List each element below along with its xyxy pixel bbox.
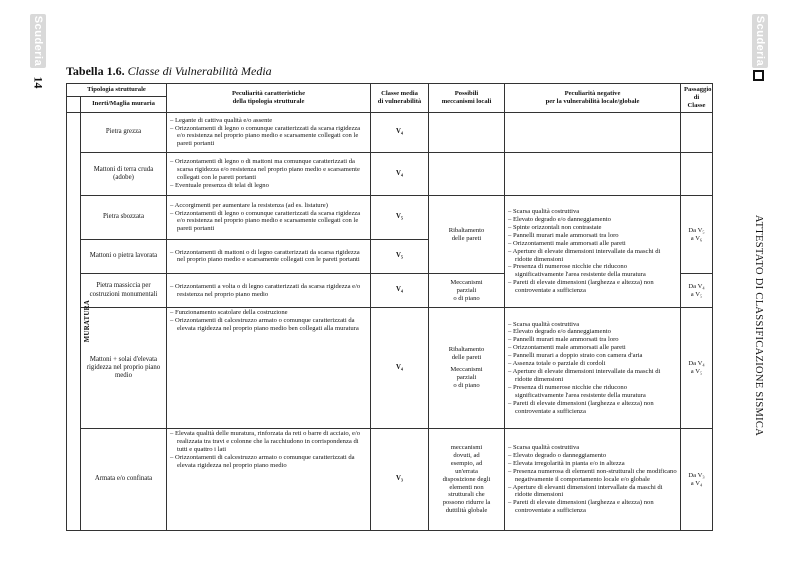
mechanisms-cell: Ribaltamento delle pareti: [429, 196, 505, 274]
negative-item: – Elevato degrado e/o danneggiamento: [508, 216, 677, 224]
mechanisms-cell: [429, 152, 505, 195]
feature-item: – Orizzontamenti di legno o comunque caratterizzati da scarsa rigidezza e/o resistenza nel proprio piano medio e scarsamente collegati con le pareti portanti: [170, 210, 367, 234]
class-cell: V₄: [371, 152, 429, 195]
negative-item: – Presenza di numerose nicchie che riducono significativamente l'area resistente della muratura: [508, 384, 677, 400]
feature-item: – Eventuale presenza di telai di legno: [170, 182, 367, 190]
header-inerti: Inerti/Maglia muraria: [81, 96, 167, 112]
negative-item: – Presenza numerosa di elementi non-strutturali che modificano negativamente il comportamento locale e/o globale: [508, 468, 677, 484]
type-cell: Mattoni + solai d'elevata rigidezza nel proprio piano medio: [81, 307, 167, 428]
class-cell: V₄: [371, 274, 429, 308]
negative-item: – Scarsa qualità costruttiva: [508, 208, 677, 216]
negative-item: – Scarsa qualità costruttiva: [508, 444, 677, 452]
passage-cell: [681, 112, 713, 152]
square-icon: [753, 70, 764, 81]
negative-item: – Pannelli murari male ammorsati tra loro: [508, 232, 677, 240]
mechanisms-cell: Meccanismi parziali o di piano: [429, 274, 505, 308]
negative-item: – Pareti di elevate dimensioni (larghezza e altezza) non controventate a sufficienza: [508, 499, 677, 515]
negative-item: – Pareti di elevate dimensioni (larghezza e altezza) non controventate a sufficienza: [508, 279, 677, 295]
negative-item: – Elevato degrado o danneggiamento: [508, 452, 677, 460]
negative-item: – Presenza di numerose nicchie che riducono significativamente l'area resistente della muratura: [508, 263, 677, 279]
caption-title: Classe di Vulnerabilità Media: [127, 64, 272, 78]
header-tipologia: Tipologia strutturale: [67, 84, 167, 97]
negatives-cell: [505, 152, 681, 195]
passage-cell: [681, 152, 713, 195]
left-brand-tab: [30, 14, 46, 68]
header-meccanismi: Possibili meccanismi locali: [429, 84, 505, 113]
table-row: [67, 152, 713, 195]
type-cell: Pietra sbozzata: [81, 196, 167, 239]
negative-item: – Scarsa qualità costruttiva: [508, 321, 677, 329]
passage-cell: Da V₄ a V₅: [681, 274, 713, 308]
features-cell: [167, 429, 371, 531]
right-brand-label: Scuderia: [754, 15, 766, 67]
features-cell: [167, 152, 371, 195]
passage-cell: Da V₄ a V₅: [681, 307, 713, 428]
header-caratteristiche: Peculiarità caratteristiche della tipologia strutturale: [167, 84, 371, 113]
negative-item: – Pannelli murari a doppio strato con camera d'aria: [508, 352, 677, 360]
header-row-1: [67, 84, 713, 97]
negatives-cell: [505, 196, 681, 308]
mechanisms-cell: Ribaltamento delle pareti Meccanismi parziali o di piano: [429, 307, 505, 428]
type-cell: Armata e/o confinata: [81, 429, 167, 531]
negative-item: – Assenza totale o parziale di cordoli: [508, 360, 677, 368]
features-cell: [167, 196, 371, 239]
feature-item: – Orizzontamenti di legno o di mattoni ma comunque caratterizzati da scarsa rigidezza e/o resistenza nel proprio piano medio e scarsamente collegati con le pareti portanti: [170, 158, 367, 182]
feature-item: – Accorgimenti per aumentare la resistenza (ad es. listature): [170, 202, 367, 210]
table-caption: [66, 64, 272, 79]
negatives-cell: [505, 307, 681, 428]
header-passaggio: Passaggio di Classe: [681, 84, 713, 113]
negative-item: – Spinte orizzontali non contrastate: [508, 224, 677, 232]
feature-item: – Elevata qualità delle muratura, rinforzata da reti o barre di acciaio, e/o realizzata tra travi e colonne che la racchiudono in corrispondenza di tutti e quattro i lati: [170, 430, 367, 454]
feature-item: – Funzionamento scatolare della costruzione: [170, 309, 367, 317]
negatives-cell: [505, 112, 681, 152]
type-cell: Pietra grezza: [81, 112, 167, 152]
header-spacer: [67, 96, 81, 112]
feature-item: – Orizzontamenti di mattoni o di legno caratterizzati da scarsa rigidezza nel proprio piano medio e scarsamente collegati con le pareti portanti: [170, 249, 367, 265]
passage-cell: Da V₅ a V₆: [681, 196, 713, 274]
features-cell: [167, 274, 371, 308]
page-number: 14: [31, 76, 46, 88]
header-classe: Classe media di vulnerabilità: [371, 84, 429, 113]
type-cell: Mattoni o pietra lavorata: [81, 239, 167, 274]
left-brand-label: Scuderia: [32, 15, 44, 67]
table-row: [67, 429, 713, 531]
caption-label: Tabella 1.6.: [66, 64, 125, 78]
feature-item: – Legante di cattiva qualità e/o assente: [170, 117, 367, 125]
class-cell: V₄: [371, 307, 429, 428]
mechanisms-cell: [429, 112, 505, 152]
feature-item: – Orizzontamenti a volta o di legno caratterizzati da scarsa rigidezza e/o resistenza nel proprio piano medio: [170, 283, 367, 299]
right-brand-tab: [752, 14, 768, 68]
group-label-cell: MURATURA: [67, 112, 81, 530]
negative-item: – Aperture di elevate dimensioni intervallate da maschi di ridotte dimensioni: [508, 368, 677, 384]
feature-item: – Orizzontamenti di calcestruzzo armato o comunque caratterizzati da elevata rigidezza nel proprio piano medio ben collegati alla muratura: [170, 317, 367, 333]
type-cell: Pietra massiccia per costruzioni monumentali: [81, 274, 167, 308]
table-row: [67, 307, 713, 428]
features-cell: [167, 307, 371, 428]
table-row: [67, 196, 713, 239]
negative-item: – Orizzontamenti male ammorsati alle pareti: [508, 240, 677, 248]
feature-item: – Orizzontamenti di calcestruzzo armato o comunque caratterizzati da elevata rigidezza nel proprio piano medio: [170, 454, 367, 470]
vulnerability-table: [66, 83, 713, 531]
passage-cell: Da V₃ a V₄: [681, 429, 713, 531]
header-negative: Peculiarità negative per la vulnerabilità locale/globale: [505, 84, 681, 113]
negative-item: – Aperture di elevate dimensioni intervallate da maschi di ridotte dimensioni: [508, 248, 677, 264]
class-cell: V₅: [371, 239, 429, 274]
class-cell: V₄: [371, 112, 429, 152]
negatives-cell: [505, 429, 681, 531]
negative-item: – Aperture di elevanti dimensioni intervallate da maschi di ridotte dimensioni: [508, 484, 677, 500]
class-cell: V₃: [371, 429, 429, 531]
mechanisms-cell: meccanismi dovuti, ad esempio, ad un'errata disposizione degli elementi non strutturali che possono ridurre la duttilità globale: [429, 429, 505, 531]
class-cell: V₅: [371, 196, 429, 239]
running-title: ATTESTATO DI CLASSIFICAZIONE SISMICA: [753, 214, 765, 436]
negative-item: – Elevata irregolarità in pianta e/o in altezza: [508, 460, 677, 468]
negative-item: – Pareti di elevate dimensioni (larghezza e altezza) non controventate a sufficienza: [508, 400, 677, 416]
type-cell: Mattoni di terra cruda (adobe): [81, 152, 167, 195]
negative-item: – Elevato degrado e/o danneggiamento: [508, 328, 677, 336]
features-cell: [167, 239, 371, 274]
negative-item: – Orizzontamenti male ammorsati alle pareti: [508, 344, 677, 352]
negative-item: – Pannelli murari male ammorsati tra loro: [508, 336, 677, 344]
features-cell: [167, 112, 371, 152]
feature-item: – Orizzontamenti di legno o comunque caratterizzati da scarsa rigidezza e/o resistenza nel proprio piano medio e scarsamente collegati con le pareti portanti: [170, 125, 367, 149]
table-row: [67, 112, 713, 152]
